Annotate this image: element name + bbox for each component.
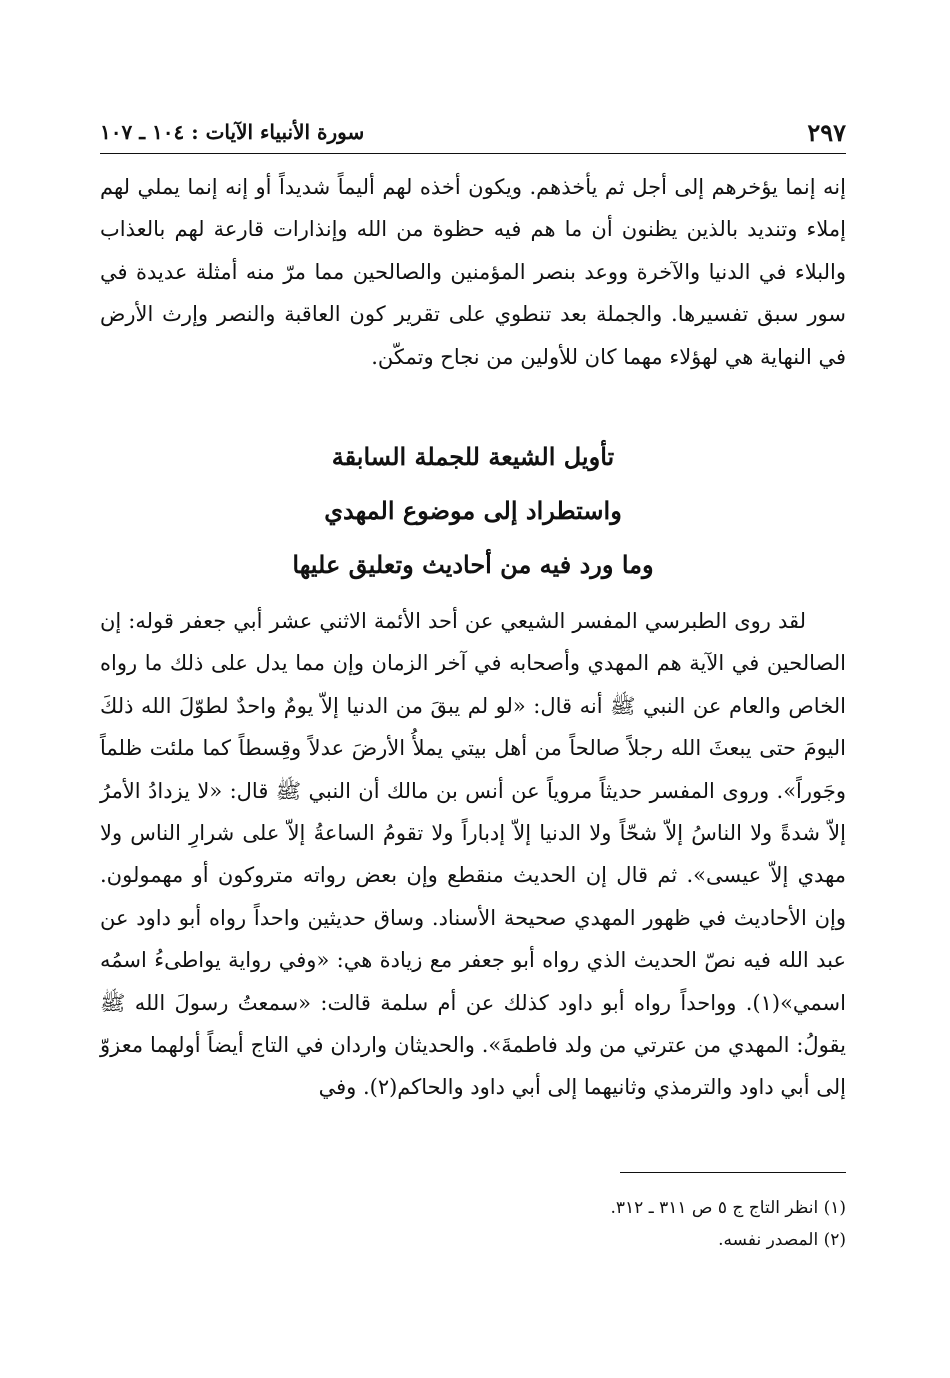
heading-line-2: واستطراد إلى موضوع المهدي — [324, 496, 622, 525]
page-number: ٢٩٧ — [807, 117, 846, 147]
footnote-2: (٢) المصدر نفسه. — [718, 1230, 846, 1250]
heading-line-3: وما ورد فيه من أحاديث وتعليق عليها — [292, 550, 654, 579]
paragraph-continued — [100, 166, 846, 378]
paragraph-2-text: لقد روى الطبرسي المفسر الشيعي عن أحد الأئمة الاثني عشر أبي جعفر قوله: إن الصالحين في الآية هم المهدي وأصحابه في آخر الزمان وإن مما يدل على ذلك ما رواه الخاص والعام عن النبي ﷺ أنه قال: «لو لم يبقَ من الدنيا إلاّ يومٌ واحدٌ لطوّلَ الله ذلكَ اليومَ حتى يبعثَ الله رجلاً صالحاً من أهل بيتي يملأُ الأرضَ عدلاً وقِسطاً كما ملئت ظلماً وجَوراً». وروى المفسر حديثاً مروياً عن أنس بن مالك أن النبي ﷺ قال: «لا يزدادُ الأمرُ إلاّ شدةً ولا الناسُ إلاّ شحّاً ولا الدنيا إلاّ إدباراً ولا تقومُ الساعةُ إلاّ على شرارِ الناس ولا مهدي إلاّ عيسى». ثم قال إن الحديث منقطع وإن بعض رواته متروكون أو مهمولون. وإن الأحاديث في ظهور المهدي صحيحة الأسناد. وساق حديثين واحداً رواه أبو داود عن عبد الله فيه نصّ الحديث الذي رواه أبو جعفر مع زيادة هي: «وفي رواية يواطىءُ اسمُه اسمي»(١). وواحداً رواه أبو داود كذلك عن أم سلمة قالت: «سمعتُ رسولَ الله ﷺ يقولُ: المهدي من عترتي من ولد فاطمةَ». والحديثان واردان في التاج أيضاً أولهما معزوّ إلى أبي داود والترمذي وثانيهما إلى أبي داود والحاكم(٢). وفي — [100, 609, 846, 1100]
footnotes — [100, 1192, 846, 1256]
heading-line-1: تأويل الشيعة للجملة السابقة — [331, 442, 615, 471]
paragraph-main — [100, 600, 846, 1109]
header-rule — [100, 153, 846, 154]
footnote-separator — [620, 1172, 846, 1173]
section-heading — [100, 430, 846, 592]
paragraph-1-text: إنه إنما يؤخرهم إلى أجل ثم يأخذهم. ويكون أخذه لهم أليماً شديداً أو إنه إنما يملي لهم إملاء وتنديد بالذين يظنون أن ما هم فيه حظوة من الله وإنذارات قارعة لهم بالعذاب والبلاء في الدنيا والآخرة ووعد بنصر المؤمنين والصالحين مما مرّ منه أمثلة عديدة في سور سبق تفسيرها. والجملة بعد تنطوي على تقرير كون العاقبة والنصر وإرث الأرض في النهاية هي لهؤلاء مهما كان للأولين من نجاح وتمكّن. — [100, 175, 846, 369]
footnote-1: (١) انظر التاج ج ٥ ص ٣١١ ـ ٣١٢. — [610, 1198, 846, 1218]
running-title: سورة الأنبياء الآيات : ١٠٤ ـ ١٠٧ — [100, 120, 365, 144]
running-header — [100, 112, 846, 152]
